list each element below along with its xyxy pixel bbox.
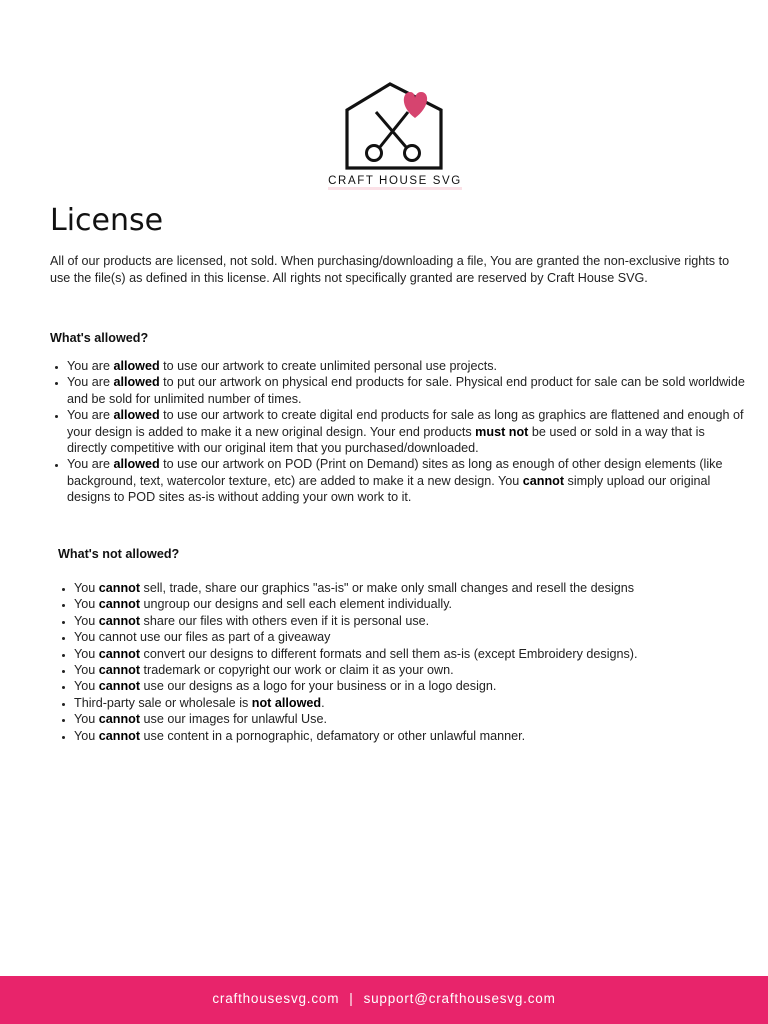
item-text: share our files with others even if it is personal use. xyxy=(140,613,430,628)
list-item xyxy=(67,407,745,456)
item-text: to use our artwork to create unlimited personal use projects. xyxy=(159,359,498,373)
item-text: to use our artwork to create digital end products for sale as long as graphics are flattened and enough of your design is added to make it a new original design. Your end products xyxy=(67,408,744,439)
list-item xyxy=(74,695,754,711)
list-item xyxy=(74,629,754,645)
item-text: . xyxy=(321,695,325,710)
item-text: convert our designs to different formats and sell them as-is (except Embroidery designs). xyxy=(140,646,638,661)
item-text: You are xyxy=(67,408,114,423)
list-item xyxy=(74,728,754,744)
footer-email-link[interactable]: support@crafthousesvg.com xyxy=(363,991,556,1006)
item-text: You xyxy=(74,712,99,727)
item-text: You xyxy=(74,597,99,612)
item-text: simply upload our original designs to POD sites as-is without adding your own work to it. xyxy=(67,473,711,505)
emphasis-text: cannot xyxy=(522,473,565,488)
footer-bar xyxy=(0,976,768,1024)
emphasis-text: cannot xyxy=(98,712,141,727)
list-item xyxy=(74,678,754,694)
list-item xyxy=(74,711,754,727)
list-item xyxy=(67,374,745,407)
emphasis-text: not allowed xyxy=(251,695,322,710)
list-item xyxy=(74,662,754,678)
list-item xyxy=(74,646,754,662)
logo-text: CRAFT HOUSE SVG xyxy=(328,175,462,187)
emphasis-text: must not xyxy=(475,424,529,439)
item-text: to put our artwork on physical end products for sale. Physical end product for sale can be sold worldwide and be sold for unlimited number of times. xyxy=(67,375,745,406)
not-allowed-heading: What's not allowed? xyxy=(58,547,180,561)
footer-website-link[interactable]: crafthousesvg.com xyxy=(212,991,340,1006)
item-text: use our images for unlawful Use. xyxy=(140,712,327,727)
item-text: You xyxy=(74,663,99,678)
emphasis-text: cannot xyxy=(98,613,141,628)
emphasis-text: cannot xyxy=(98,597,141,612)
item-text: to use our artwork on POD (Print on Demand) sites as long as enough of other design elements (like background, text, watercolor texture, etc) are added to make it a new design. You xyxy=(67,457,723,488)
item-text: use content in a pornographic, defamatory or other unlawful manner. xyxy=(140,728,526,743)
list-item xyxy=(67,456,745,505)
item-text: You cannot use our files as part of a giveaway xyxy=(74,630,331,645)
allowed-list xyxy=(50,358,745,506)
not-allowed-list xyxy=(57,580,754,744)
page-title: License xyxy=(50,203,164,238)
logo-underline xyxy=(328,187,462,190)
item-text: You xyxy=(74,613,99,628)
item-text: sell, trade, share our graphics "as-is" or make only small changes and resell the designs xyxy=(140,581,635,595)
allowed-heading: What's allowed? xyxy=(50,331,149,345)
item-text: Third-party sale or wholesale is xyxy=(74,695,252,710)
emphasis-text: cannot xyxy=(98,663,141,678)
emphasis-text: cannot xyxy=(98,581,141,595)
item-text: You xyxy=(74,679,99,694)
item-text: You are xyxy=(67,359,114,373)
item-text: You xyxy=(74,728,99,743)
list-item xyxy=(74,596,754,612)
footer-separator: | xyxy=(349,991,354,1006)
emphasis-text: allowed xyxy=(113,457,160,472)
list-item xyxy=(74,580,754,596)
item-text: You are xyxy=(67,457,114,472)
item-text: You xyxy=(74,646,99,661)
emphasis-text: cannot xyxy=(98,646,141,661)
emphasis-text: allowed xyxy=(113,359,160,373)
emphasis-text: allowed xyxy=(113,408,160,423)
intro-paragraph: All of our products are licensed, not sold. When purchasing/downloading a file, You are granted the non-exclusive rights to use the file(s) as defined in this license. All rights not specifically granted are reserved by Craft House SVG. xyxy=(50,254,730,285)
item-text: trademark or copyright our work or claim it as your own. xyxy=(140,663,454,678)
emphasis-text: cannot xyxy=(98,679,141,694)
emphasis-text: cannot xyxy=(98,728,141,743)
item-text: use our designs as a logo for your business or in a logo design. xyxy=(140,679,497,694)
emphasis-text: allowed xyxy=(113,375,160,390)
list-item xyxy=(67,358,745,374)
house-scissors-logo-icon xyxy=(342,80,448,172)
list-item xyxy=(74,613,754,629)
item-text: be used or sold in a way that is directly competitive with our original item that you purchased/downloaded. xyxy=(67,424,705,456)
item-text: You xyxy=(74,581,99,595)
item-text: You are xyxy=(67,375,114,390)
brand-logo xyxy=(322,80,468,195)
item-text: ungroup our designs and sell each element individually. xyxy=(140,597,453,612)
